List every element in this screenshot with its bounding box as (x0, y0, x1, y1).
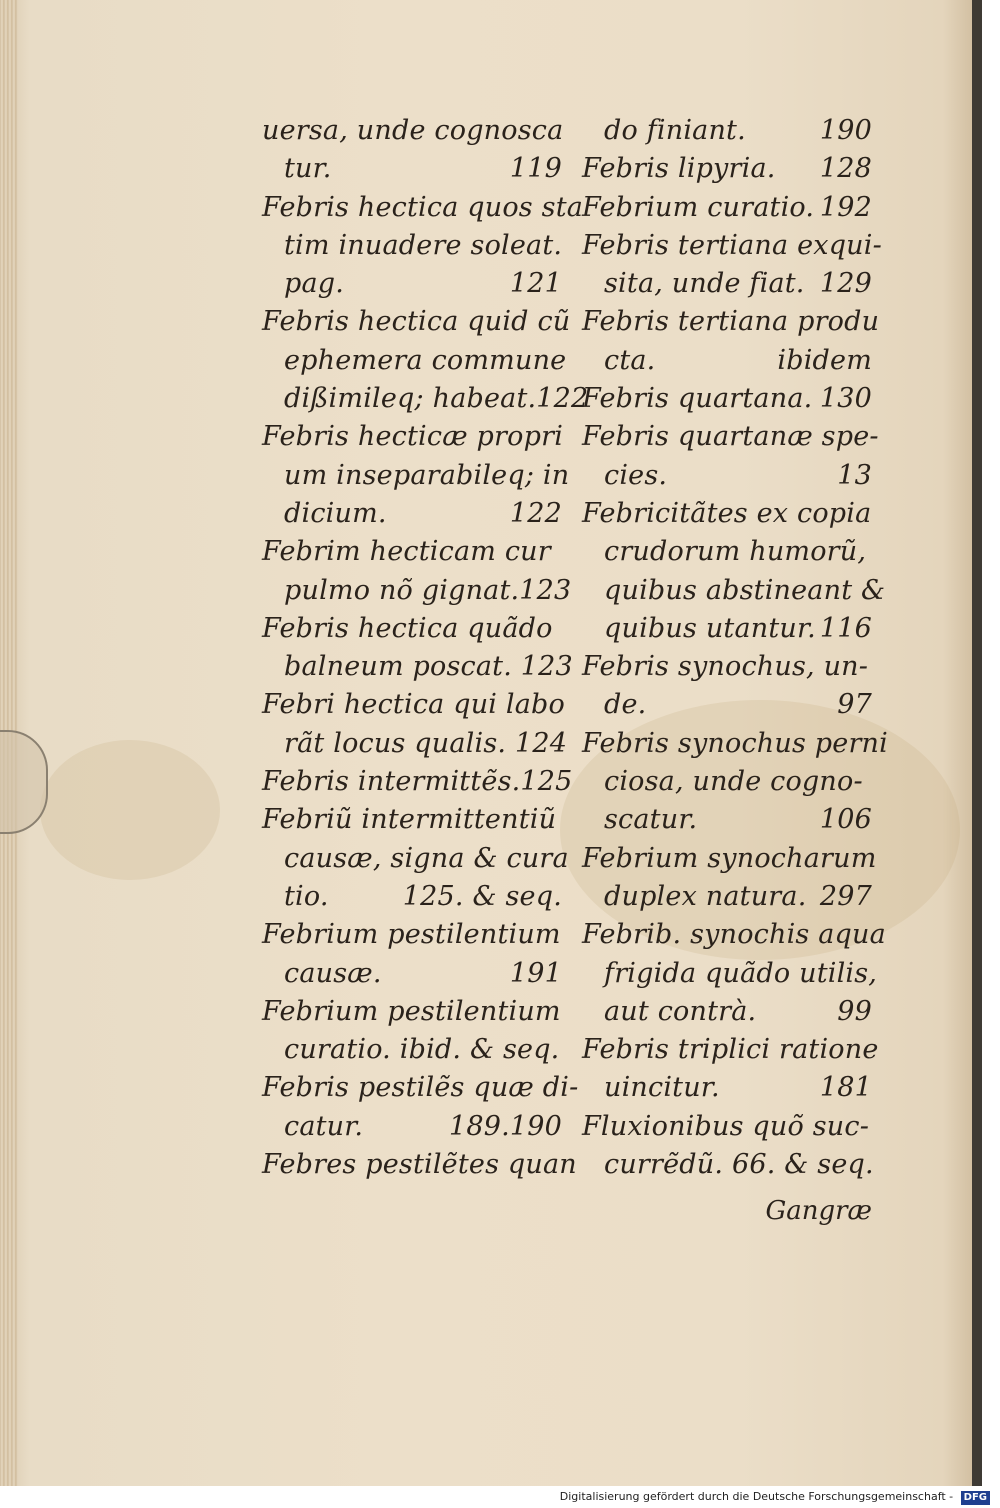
entry-text: Febris tertiana exqui- (582, 229, 882, 261)
entry-text: dißimileq; habeat.122 (284, 383, 589, 415)
page-reference: 122 (509, 497, 562, 529)
page-reference: 119 (509, 153, 562, 185)
entry-text: Febris triplici ratione (582, 1034, 879, 1066)
index-entry-line (582, 916, 886, 954)
index-entry-line (262, 686, 565, 724)
entry-text: pulmo nõ gignat.123 (284, 574, 572, 606)
index-entry-line (582, 1108, 872, 1146)
entry-text: Febricitãtes ex copia (582, 497, 872, 529)
entry-text: tio. (284, 880, 329, 912)
index-entry-line (582, 725, 888, 763)
entry-text: de. (604, 689, 647, 721)
entry-text: Febris quartanæ spe- (582, 421, 879, 453)
index-entry-line (582, 495, 872, 533)
entry-text: Febris hectica quãdo (262, 612, 553, 644)
entry-text: cies. (604, 459, 668, 491)
index-entry-line (582, 648, 872, 686)
index-entry-line (582, 1146, 872, 1184)
entry-text: ephemera commune (284, 344, 567, 376)
index-entry-line (262, 457, 570, 495)
index-column-left (262, 112, 589, 1184)
entry-text: Febris quartana. (582, 383, 813, 415)
index-entry-line (262, 1108, 562, 1146)
page-reference: ibidem (777, 344, 872, 376)
entry-text: um inseparabileq; in (284, 459, 570, 491)
index-entry-line (262, 1031, 562, 1069)
entry-text: Febris synochus, un- (582, 651, 869, 683)
index-entry-line (582, 1031, 879, 1069)
page-reference: 121 (509, 268, 562, 300)
index-entry-line (582, 993, 872, 1031)
entry-text: catur. (284, 1110, 364, 1142)
entry-text: Febriũ intermittentiũ (262, 804, 557, 836)
entry-text: Febrib. synochis aqua (582, 919, 886, 951)
entry-text: do finiant. (604, 115, 746, 146)
page-reference: 130 (819, 383, 872, 415)
index-entry-line (262, 418, 562, 456)
index-entry-line (582, 1069, 872, 1107)
index-entry-line (582, 150, 872, 188)
index-entry-line (262, 1146, 577, 1184)
index-entry-line (582, 265, 872, 303)
index-entry-line (582, 227, 882, 265)
index-entry-line (262, 725, 568, 763)
water-stain (40, 740, 220, 880)
entry-text: Febris pestilẽs quæ di- (262, 1072, 579, 1104)
index-entry-line (262, 342, 567, 380)
entry-text: uincitur. (604, 1072, 720, 1104)
entry-text: curatio. ibid. & seq. (284, 1034, 560, 1066)
entry-text: causæ, signa & cura (284, 842, 569, 874)
index-entry-line (582, 801, 872, 839)
entry-text: duplex natura. (604, 880, 807, 912)
entry-text: Febrim hecticam cur (262, 536, 551, 568)
index-entry-line (262, 993, 562, 1031)
index-entry-line (262, 801, 562, 839)
entry-text: Febris hectica quos sta (262, 191, 584, 223)
page-reference: 116 (819, 612, 872, 644)
index-entry-line (582, 112, 872, 150)
entry-text: balneum poscat. 123 (284, 651, 573, 683)
index-entry-line (582, 763, 872, 801)
index-entry-line (582, 189, 872, 227)
entry-text: quibus utantur. (604, 612, 816, 644)
index-entry-line (582, 342, 872, 380)
page-reference: 129 (819, 268, 872, 300)
page-reference: 97 (837, 689, 872, 721)
index-entry-line (582, 418, 879, 456)
index-entry-line (582, 878, 872, 916)
footer-credit (0, 1486, 1000, 1508)
index-entry-line (262, 303, 571, 341)
index-entry-line (262, 380, 589, 418)
page-reference: 189.190 (448, 1110, 562, 1142)
entry-text: Febri hectica qui labo (262, 689, 565, 721)
entry-text: crudorum humorũ, (604, 536, 867, 568)
index-entry-line (262, 227, 562, 265)
entry-text: Febres pestilẽtes quan (262, 1149, 577, 1181)
index-entry-line (262, 916, 562, 954)
index-entry-line (582, 303, 880, 341)
entry-text: ciosa, unde cogno- (604, 766, 863, 798)
index-entry-line (262, 955, 562, 993)
page-reference: 99 (837, 995, 872, 1027)
dfg-logo: DFG (961, 1491, 990, 1505)
entry-text: Febris hecticæ propri (262, 421, 564, 453)
entry-text: quibus abstineant & (604, 574, 886, 606)
page-reference: 192 (819, 191, 872, 223)
catchword: Gangræ (765, 1196, 872, 1226)
binding-edge (972, 0, 982, 1486)
index-entry-line (582, 840, 877, 878)
page-reference: 191 (509, 957, 562, 989)
index-entry-line (582, 533, 872, 571)
index-entry-line (262, 610, 562, 648)
index-entry-line (262, 840, 569, 878)
page-reference: 190 (819, 115, 872, 146)
entry-text: cta. (604, 344, 656, 376)
entry-text: aut contrà. (604, 995, 757, 1027)
page-reference: 125. & seq. (402, 880, 562, 912)
index-entry-line (582, 955, 878, 993)
index-entry-line (262, 112, 562, 150)
entry-text: Febris intermittẽs.125 (262, 766, 573, 798)
index-entry-line (262, 763, 573, 801)
entry-text: frigida quãdo utilis, (604, 957, 878, 989)
entry-text: sita, unde fiat. (604, 268, 805, 300)
index-entry-line (582, 686, 872, 724)
entry-text: tim inuadere soleat. (284, 229, 563, 261)
entry-text: Febris lipyria. (582, 153, 776, 185)
index-entry-line (582, 380, 872, 418)
entry-text: Febris tertiana produ (582, 306, 880, 338)
entry-text: currẽdũ. 66. & seq. (604, 1149, 874, 1181)
index-entry-line (262, 572, 572, 610)
entry-text: Febris synochus perni (582, 727, 888, 759)
entry-text: tur. (284, 153, 332, 185)
entry-text: Febrium pestilentium (262, 919, 561, 951)
page-reference: 297 (819, 880, 872, 912)
page-reference: 13 (837, 459, 872, 491)
index-entry-line (262, 878, 562, 916)
entry-text: pag. (284, 268, 345, 300)
entry-text: Febrium curatio. (582, 191, 815, 223)
entry-text: Fluxionibus quõ suc- (582, 1110, 870, 1142)
index-entry-line (262, 265, 562, 303)
entry-text: Febrium synocharum (582, 842, 877, 874)
index-entry-line (582, 572, 886, 610)
entry-text: causæ. (284, 957, 382, 989)
index-entry-line (262, 495, 562, 533)
index-entry-line (262, 1069, 579, 1107)
entry-text: uersa, unde cognosca (262, 115, 564, 146)
entry-text: Febrium pestilentium (262, 995, 561, 1027)
index-entry-line (262, 189, 584, 227)
entry-text: Febris hectica quid cũ (262, 306, 571, 338)
entry-text: rãt locus qualis. 124 (284, 727, 568, 759)
entry-text: scatur. (604, 804, 698, 836)
index-entry-line (582, 610, 872, 648)
entry-text: dicium. (284, 497, 387, 529)
index-entry-line (262, 648, 573, 686)
index-entry-line (262, 533, 562, 571)
page-reference: 106 (819, 804, 872, 836)
index-column-right (582, 112, 888, 1184)
index-entry-line (582, 457, 872, 495)
footer-text: Digitalisierung gefördert durch die Deutsche Forschungsgemeinschaft - (559, 1490, 954, 1503)
index-entry-line (262, 150, 562, 188)
page-reference: 181 (819, 1072, 872, 1104)
page-reference: 128 (819, 153, 872, 185)
